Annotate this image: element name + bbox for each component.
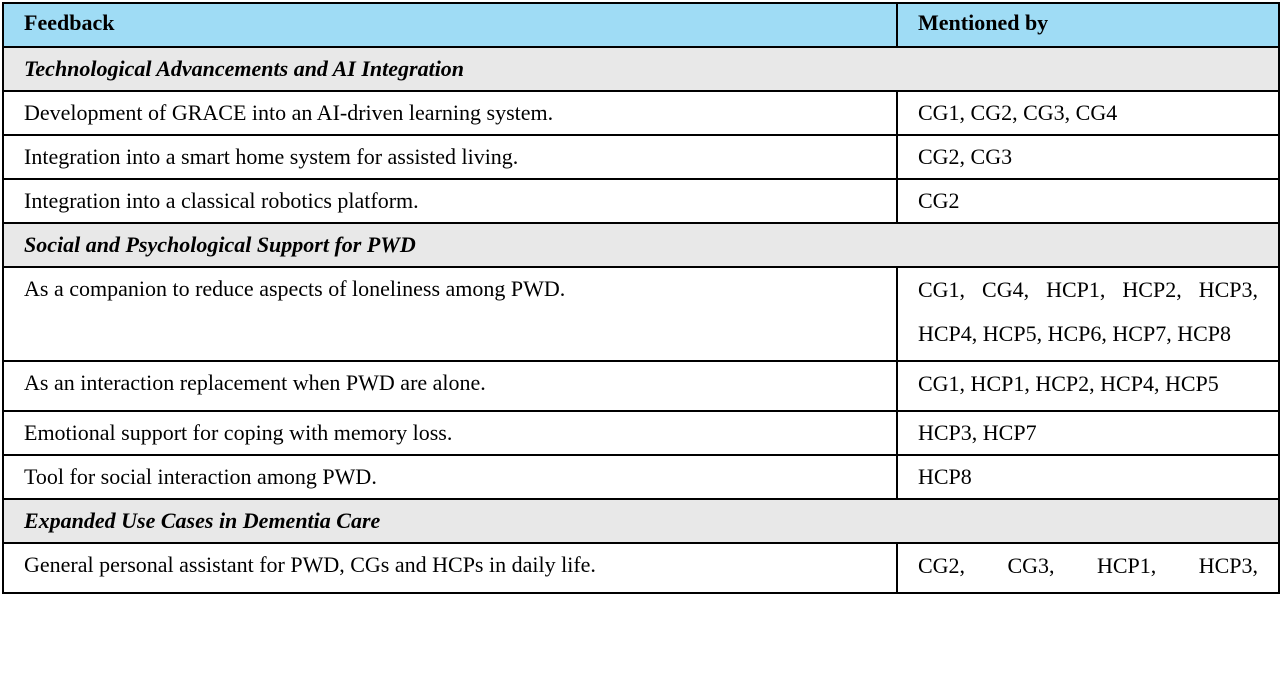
feedback-cell: As an interaction replacement when PWD are alone. bbox=[3, 361, 897, 411]
header-row bbox=[3, 3, 1279, 47]
category-label: Expanded Use Cases in Dementia Care bbox=[3, 499, 1279, 543]
mentioned-by-cell: CG2, CG3, HCP1, HCP3, bbox=[897, 543, 1279, 593]
table-row bbox=[3, 455, 1279, 499]
header-mentioned-by: Mentioned by bbox=[897, 3, 1279, 47]
table-row bbox=[3, 411, 1279, 455]
category-label: Technological Advancements and AI Integration bbox=[3, 47, 1279, 91]
feedback-cell: Tool for social interaction among PWD. bbox=[3, 455, 897, 499]
table-row bbox=[3, 267, 1279, 361]
category-row bbox=[3, 223, 1279, 267]
feedback-cell: Development of GRACE into an AI-driven learning system. bbox=[3, 91, 897, 135]
table-row bbox=[3, 135, 1279, 179]
feedback-cell: As a companion to reduce aspects of loneliness among PWD. bbox=[3, 267, 897, 361]
table-row bbox=[3, 543, 1279, 593]
header-feedback: Feedback bbox=[3, 3, 897, 47]
feedback-cell: Emotional support for coping with memory loss. bbox=[3, 411, 897, 455]
table-row bbox=[3, 361, 1279, 411]
feedback-cell: Integration into a smart home system for assisted living. bbox=[3, 135, 897, 179]
mentioned-by-cell: HCP3, HCP7 bbox=[897, 411, 1279, 455]
category-row bbox=[3, 499, 1279, 543]
category-label: Social and Psychological Support for PWD bbox=[3, 223, 1279, 267]
mentioned-by-cell: CG2 bbox=[897, 179, 1279, 223]
feedback-table bbox=[2, 2, 1280, 594]
feedback-cell: General personal assistant for PWD, CGs and HCPs in daily life. bbox=[3, 543, 897, 593]
mentioned-by-cell: CG2, CG3 bbox=[897, 135, 1279, 179]
mentioned-by-cell: CG1, HCP1, HCP2, HCP4, HCP5 bbox=[897, 361, 1279, 411]
table-row bbox=[3, 91, 1279, 135]
category-row bbox=[3, 47, 1279, 91]
mentioned-by-cell: CG1, CG2, CG3, CG4 bbox=[897, 91, 1279, 135]
table-row bbox=[3, 179, 1279, 223]
mentioned-by-cell: CG1, CG4, HCP1, HCP2, HCP3, HCP4, HCP5, HCP6, HCP7, HCP8 bbox=[897, 267, 1279, 361]
mentioned-by-cell: HCP8 bbox=[897, 455, 1279, 499]
feedback-cell: Integration into a classical robotics platform. bbox=[3, 179, 897, 223]
